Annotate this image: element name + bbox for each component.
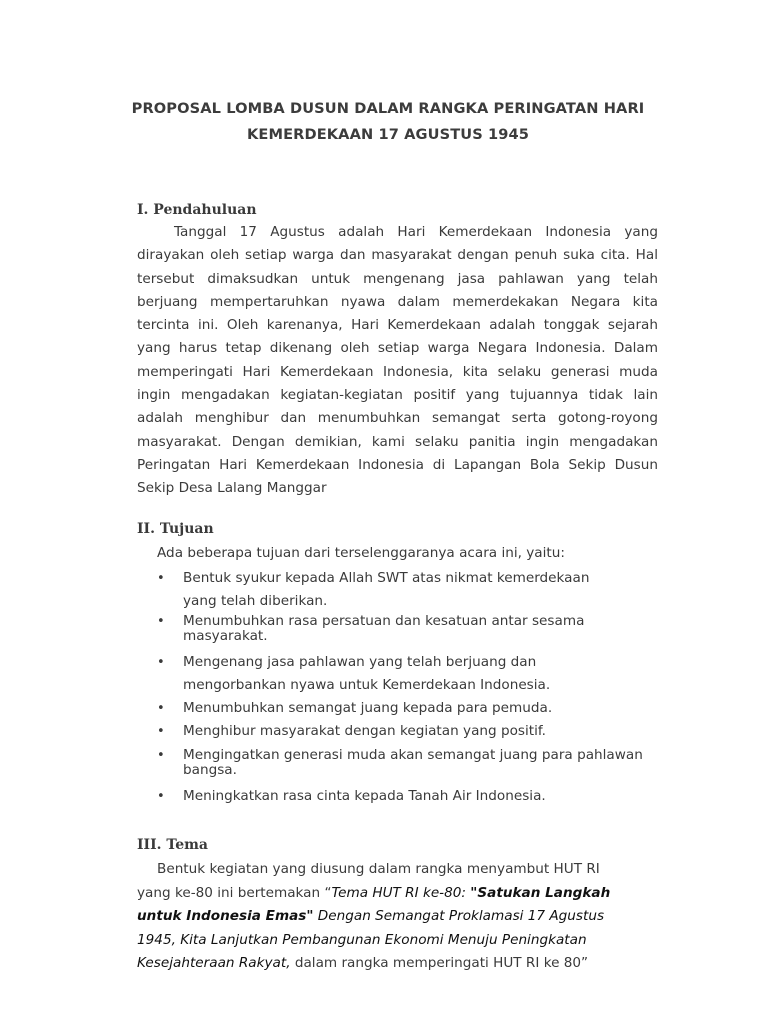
section-heading-pendahuluan: I. Pendahuluan (137, 202, 257, 218)
tema-line-1: Bentuk kegiatan yang diusung dalam rangka menyambut HUT RI (157, 861, 600, 877)
list-item (137, 651, 677, 698)
title-line-2: KEMERDEKAAN 17 AGUSTUS 1945 (246, 126, 530, 143)
list-item (137, 697, 677, 720)
list-item-line-2: bangsa. (183, 762, 237, 779)
list-item (137, 785, 677, 808)
theme-rest-1: Dengan Semangat Proklamasi 17 Agustus (313, 908, 605, 925)
list-item-line-2: mengorbankan nyawa untuk Kemerdekaan Indonesia. (183, 676, 551, 693)
title-line-1: PROPOSAL LOMBA DUSUN DALAM RANGKA PERINGATAN HARI (131, 100, 645, 117)
tujuan-intro: Ada beberapa tujuan dari terselenggaranya acara ini, yaitu: (157, 545, 565, 561)
list-item-line-1: Mengingatkan generasi muda akan semangat juang para pahlawan (183, 746, 643, 763)
list-item-line-1: Menghibur masyarakat dengan kegiatan yang positif. (183, 723, 547, 740)
bullet-icon: • (157, 701, 165, 717)
section-heading-tujuan: II. Tujuan (137, 521, 214, 537)
bullet-icon: • (157, 788, 165, 804)
list-item-line-1: Bentuk syukur kepada Allah SWT atas nikmat kemerdekaan (183, 570, 590, 586)
bullet-icon: • (157, 724, 165, 740)
tema-prefix: yang ke-80 ini bertemakan “ (137, 884, 332, 901)
bullet-icon: • (157, 654, 165, 670)
theme-rest-2: 1945, Kita Lanjutkan Pembangunan Ekonomi Menuju Peningkatan (137, 931, 587, 948)
theme-italic-label: Tema HUT RI ke-80: (331, 884, 471, 901)
pendahuluan-text: Tanggal 17 Agustus adalah Hari Kemerdekaan Indonesia yang dirayakan oleh setiap warga dan masyarakat dengan penuh suka cita. Hal tersebut dimaksudkan untuk mengenang jasa pahlawan yang telah berjuang mempertaruhkan nyawa dalam memerdekakan Negara kita tercinta ini. Oleh karenanya, Hari Kemerdekaan adalah tonggak sejarah yang harus tetap dikenang oleh setiap warga Negara Indonesia. Dalam memperingati Hari Kemerdekaan Indonesia, kita selaku generasi muda ingin mengadakan kegiatan-kegiatan positif yang tujuannya tidak lain adalah menghibur dan menumbuhkan semangat serta gotong-royong masyarakat. Dengan demikian, kami selaku panitia ingin mengadakan Peringatan Hari Kemerdekaan Indonesia di Lapangan Bola Sekip Dusun Sekip Desa Lalang Manggar (137, 224, 658, 497)
list-item (137, 748, 677, 779)
bullet-icon: • (157, 613, 165, 629)
paragraph-pendahuluan (137, 221, 658, 501)
tujuan-list (137, 567, 677, 808)
theme-slogan-part-2: untuk Indonesia Emas" (137, 908, 314, 925)
theme-slogan-part-1: "Satukan Langkah (470, 884, 611, 901)
list-item-line-1: Menumbuhkan rasa persatuan dan kesatuan antar sesama (183, 612, 585, 629)
list-item (137, 567, 677, 614)
bullet-icon: • (157, 747, 165, 763)
list-item-line-2: yang telah diberikan. (183, 593, 328, 610)
list-item-line-2: masyarakat. (183, 628, 268, 645)
tema-suffix: dalam rangka memperingati HUT RI ke 80” (290, 955, 589, 972)
paragraph-tema (137, 858, 677, 976)
bullet-icon: • (157, 571, 165, 586)
list-item-line-1: Meningkatkan rasa cinta kepada Tanah Air Indonesia. (183, 787, 546, 804)
document-title (100, 96, 676, 148)
list-item (137, 720, 677, 743)
list-item (137, 614, 677, 645)
section-heading-tema: III. Tema (137, 837, 208, 853)
theme-rest-3: Kesejahteraan Rakyat, (137, 955, 291, 972)
list-item-line-1: Menumbuhkan semangat juang kepada para pemuda. (183, 700, 553, 717)
list-item-line-1: Mengenang jasa pahlawan yang telah berjuang dan (183, 653, 537, 670)
